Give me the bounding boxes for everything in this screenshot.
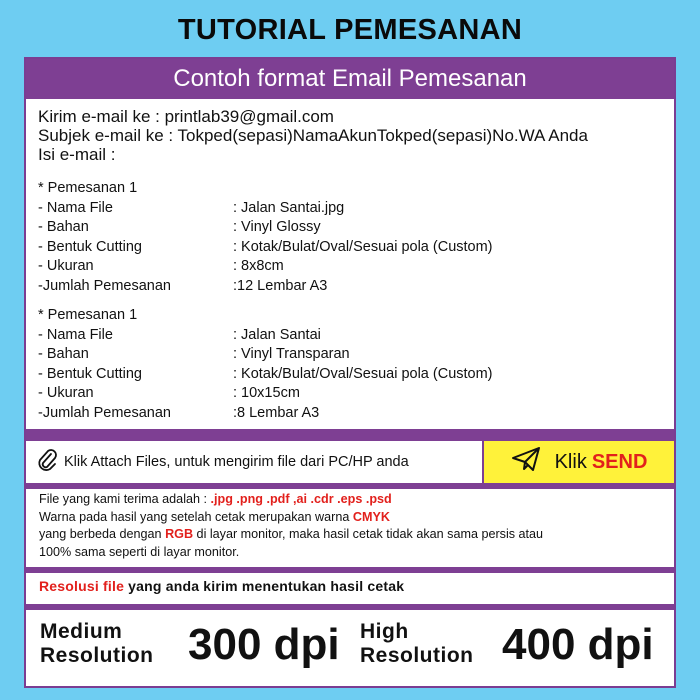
high-dpi: 400 dpi bbox=[502, 620, 654, 669]
info-line: 100% sama seperti di layar monitor. bbox=[39, 544, 240, 559]
order-row bbox=[38, 257, 658, 277]
order-field: -Jumlah Pemesanan bbox=[38, 404, 171, 421]
order-field: - Bahan bbox=[38, 346, 89, 362]
order-value: :8 Lembar A3 bbox=[233, 404, 320, 421]
resolution-note bbox=[39, 578, 404, 594]
paperclip-icon bbox=[36, 448, 64, 476]
divider bbox=[26, 567, 674, 573]
order-row bbox=[38, 199, 658, 219]
order-value: : 8x8cm bbox=[233, 258, 284, 274]
order-row bbox=[38, 277, 658, 297]
card-header: Contoh format Email Pemesanan bbox=[26, 59, 674, 99]
resolution-note-text: yang anda kirim menentukan hasil cetak bbox=[124, 578, 405, 594]
order-field: - Ukuran bbox=[38, 258, 94, 274]
send-label: Klik bbox=[554, 450, 587, 473]
medium-resolution bbox=[40, 620, 360, 680]
divider bbox=[26, 483, 674, 489]
divider bbox=[26, 429, 674, 441]
order-value: : Vinyl Glossy bbox=[233, 219, 321, 235]
medium-line2: Resolution bbox=[40, 644, 154, 667]
order-row bbox=[38, 404, 658, 424]
cmyk-highlight: CMYK bbox=[352, 509, 390, 524]
order-value: : Vinyl Transparan bbox=[233, 346, 350, 362]
order-row bbox=[38, 345, 658, 365]
order-title: * Pemesanan 1 bbox=[38, 180, 138, 196]
order-row bbox=[38, 384, 658, 404]
high-line1: High bbox=[360, 620, 409, 643]
paper-plane-icon bbox=[511, 446, 555, 478]
send-strong: SEND bbox=[591, 450, 648, 473]
order-field: - Ukuran bbox=[38, 385, 94, 401]
info-line bbox=[39, 491, 664, 509]
order-value: :12 Lembar A3 bbox=[233, 277, 328, 294]
divider bbox=[26, 604, 674, 610]
tutorial-card bbox=[24, 57, 676, 688]
order-field: - Bentuk Cutting bbox=[38, 238, 142, 255]
email-instructions bbox=[38, 107, 668, 164]
info-text: File yang kami terima adalah : bbox=[39, 492, 211, 506]
order-examples bbox=[38, 179, 658, 433]
send-button[interactable] bbox=[482, 441, 674, 483]
email-subject: Subjek e-mail ke : Tokped(sepasi)NamaAkunTokped(sepasi)No.WA Anda bbox=[38, 126, 588, 145]
order-row bbox=[38, 238, 658, 258]
page-title: TUTORIAL PEMESANAN bbox=[177, 14, 523, 46]
attach-text: Klik Attach Files, untuk mengirim file dari PC/HP anda bbox=[64, 454, 409, 470]
order-row bbox=[38, 218, 658, 238]
high-line2: Resolution bbox=[360, 644, 474, 667]
order-value: : Kotak/Bulat/Oval/Sesuai pola (Custom) bbox=[233, 238, 493, 255]
order-field: -Jumlah Pemesanan bbox=[38, 277, 171, 294]
high-resolution bbox=[360, 620, 674, 680]
order-example-1 bbox=[38, 179, 658, 296]
resolution-note-red: Resolusi file bbox=[39, 578, 125, 594]
order-title: * Pemesanan 1 bbox=[38, 307, 138, 323]
info-line bbox=[39, 526, 664, 544]
order-field: - Nama File bbox=[38, 199, 113, 216]
medium-line1: Medium bbox=[40, 620, 123, 643]
file-formats: .jpg .png .pdf ,ai .cdr .eps .psd bbox=[210, 492, 392, 506]
order-field: - Bentuk Cutting bbox=[38, 365, 142, 382]
order-value: : 10x15cm bbox=[233, 385, 300, 401]
medium-dpi: 300 dpi bbox=[188, 620, 340, 669]
order-value: : Jalan Santai bbox=[233, 326, 321, 343]
attach-instruction bbox=[36, 441, 409, 483]
order-row bbox=[38, 326, 658, 346]
order-value: : Jalan Santai.jpg bbox=[233, 199, 345, 216]
order-field: - Bahan bbox=[38, 219, 89, 235]
order-row bbox=[38, 365, 658, 385]
rgb-highlight: RGB bbox=[165, 527, 194, 541]
email-body-label: Isi e-mail : bbox=[38, 145, 116, 164]
info-line bbox=[39, 509, 664, 527]
info-text: Warna pada hasil yang setelah cetak merupakan warna bbox=[39, 509, 353, 524]
order-value: : Kotak/Bulat/Oval/Sesuai pola (Custom) bbox=[233, 365, 493, 382]
attach-row bbox=[26, 441, 674, 483]
order-example-2 bbox=[38, 306, 658, 423]
info-text: di layar monitor, maka hasil cetak tidak akan sama persis atau bbox=[193, 527, 544, 541]
email-to: Kirim e-mail ke : printlab39@gmail.com bbox=[38, 107, 334, 126]
order-field: - Nama File bbox=[38, 326, 113, 343]
info-text: yang berbeda dengan bbox=[39, 527, 166, 541]
file-info bbox=[39, 491, 664, 561]
